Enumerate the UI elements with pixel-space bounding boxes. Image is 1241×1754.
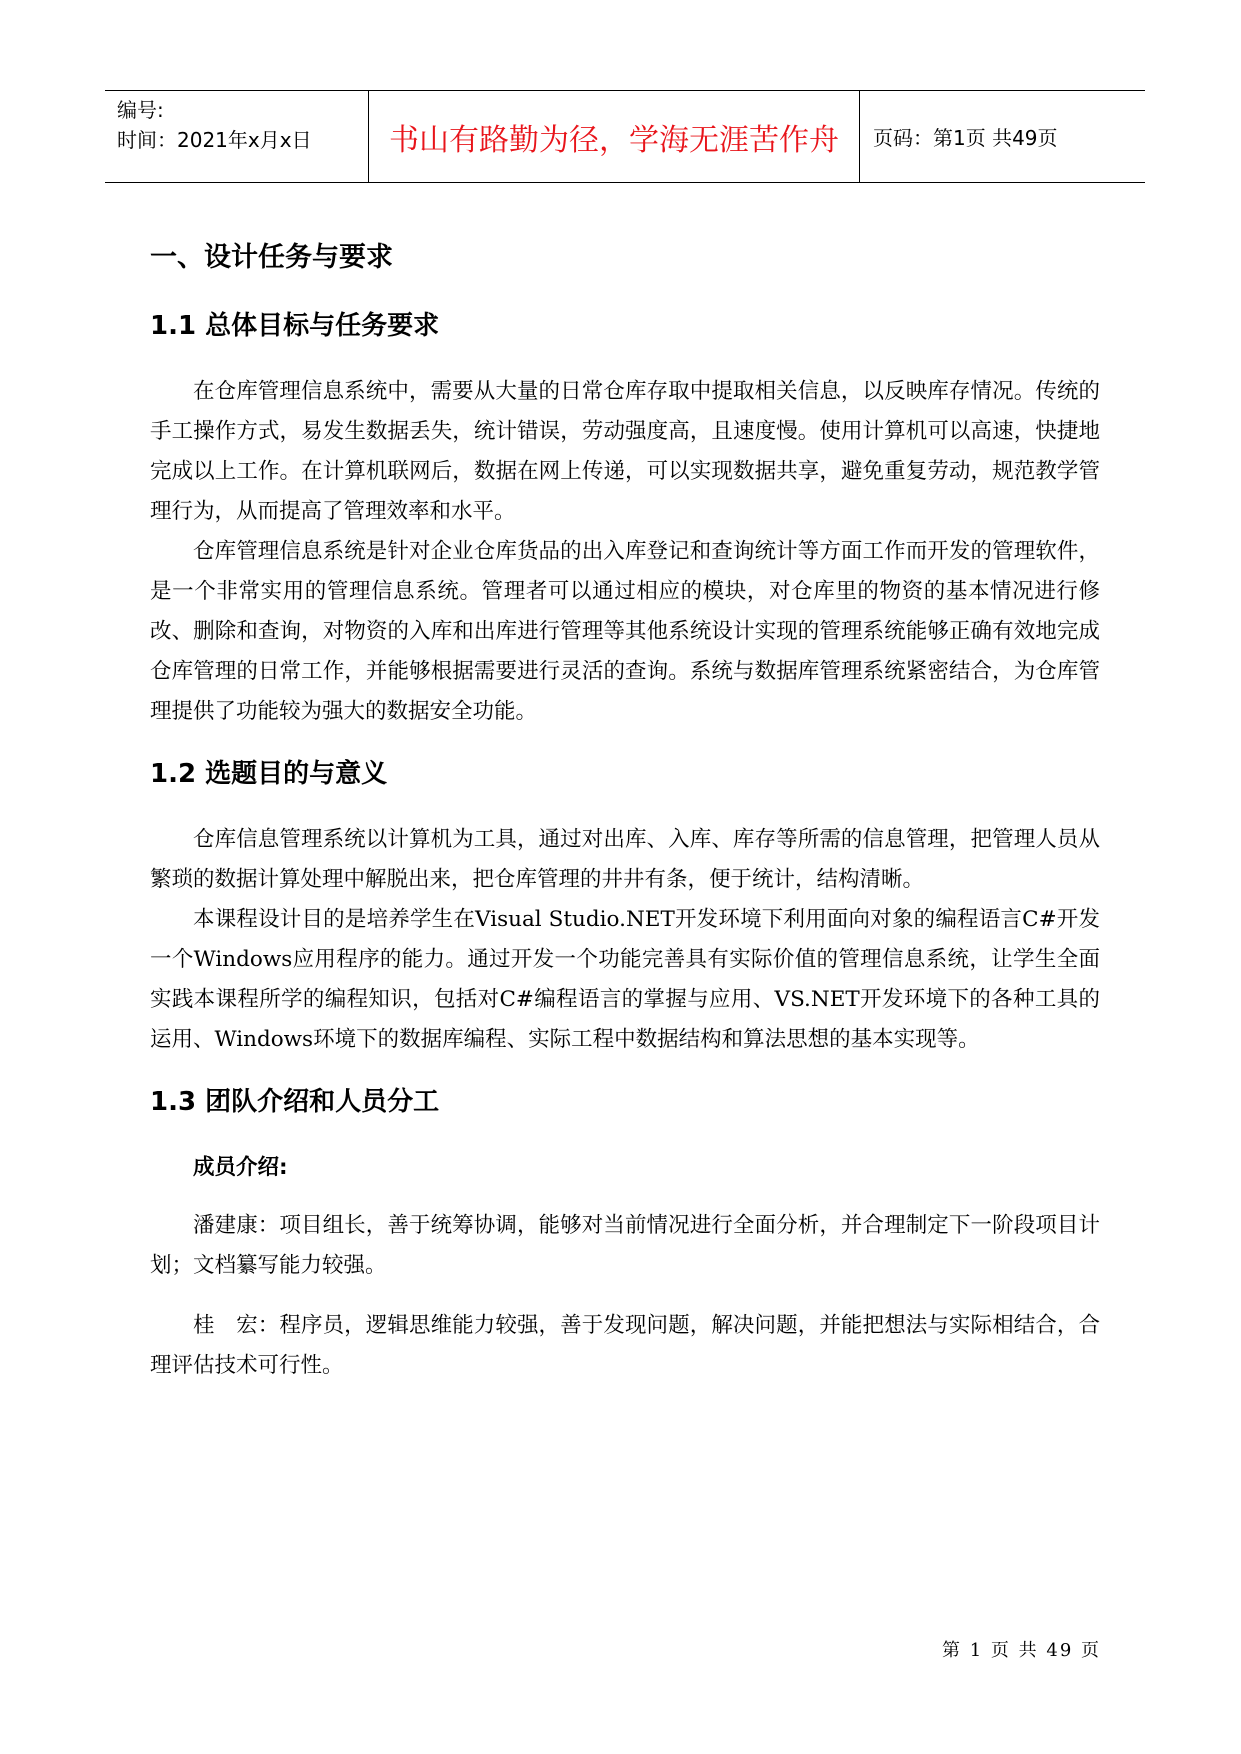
section-heading: 1.3 团队介绍和人员分工 xyxy=(150,1087,440,1117)
paragraph: 本课程设计目的是培养学生在Visual Studio.NET开发环境下利用面向对象的编程语言C#开发一个Windows应用程序的能力。通过开发一个功能完善具有实际价值的管理信息系统，让学生全面实践本课程所学的编程知识，包括对C#编程语言的掌握与应用、VS.NET开发环境下的各种工具的运用、Windows环境下的数据库编程、实际工程中数据结构和算法思想的基本实现等。 xyxy=(150,907,1100,1052)
member-description: 桂 宏：程序员，逻辑思维能力较强，善于发现问题，解决问题，并能把想法与实际相结合，合理评估技术可行性。 xyxy=(150,1313,1100,1378)
paragraph: 在仓库管理信息系统中，需要从大量的日常仓库存取中提取相关信息，以反映库存情况。传统的手工操作方式，易发生数据丢失，统计错误，劳动强度高，且速度慢。使用计算机可以高速，快捷地完成以上工作。在计算机联网后，数据在网上传递，可以实现数据共享，避免重复劳动，规范教学管理行为，从而提高了管理效率和水平。 xyxy=(150,379,1100,524)
member-description: 潘建康：项目组长，善于统筹协调，能够对当前情况进行全面分析，并合理制定下一阶段项目计划；文档纂写能力较强。 xyxy=(150,1213,1100,1278)
section-1-1 xyxy=(150,308,1100,732)
header-divider-right xyxy=(859,91,860,182)
header-meta xyxy=(117,95,312,155)
header-page-label: 页码：第1页 共49页 xyxy=(873,126,1058,150)
document-body xyxy=(150,240,1100,1410)
section-heading: 1.2 选题目的与意义 xyxy=(150,759,388,789)
page-footer: 第 1 页 共 49 页 xyxy=(942,1640,1101,1661)
section-1-3 xyxy=(150,1084,1100,1386)
page-header xyxy=(105,90,1145,183)
paragraph: 仓库信息管理系统以计算机为工具，通过对出库、入库、库存等所需的信息管理，把管理人员从繁琐的数据计算处理中解脱出来，把仓库管理的井井有条，便于统计，结构清晰。 xyxy=(150,827,1100,892)
section-1-2 xyxy=(150,756,1100,1060)
document-title: 一、设计任务与要求 xyxy=(150,242,393,273)
section-heading: 1.1 总体目标与任务要求 xyxy=(150,311,440,341)
header-time-label: 时间：2021年x月x日 xyxy=(117,128,312,152)
header-number-label: 编号: xyxy=(117,98,164,122)
members-label: 成员介绍: xyxy=(193,1155,288,1180)
paragraph: 仓库管理信息系统是针对企业仓库货品的出入库登记和查询统计等方面工作而开发的管理软件，是一个非常实用的管理信息系统。管理者可以通过相应的模块，对仓库里的物资的基本情况进行修改、删除和查询，对物资的入库和出库进行管理等其他系统设计实现的管理系统能够正确有效地完成仓库管理的日常工作，并能够根据需要进行灵活的查询。系统与数据库管理系统紧密结合，为仓库管理提供了功能较为强大的数据安全功能。 xyxy=(150,539,1100,724)
header-motto: 书山有路勤为径，学海无涯苦作舟 xyxy=(389,122,839,158)
